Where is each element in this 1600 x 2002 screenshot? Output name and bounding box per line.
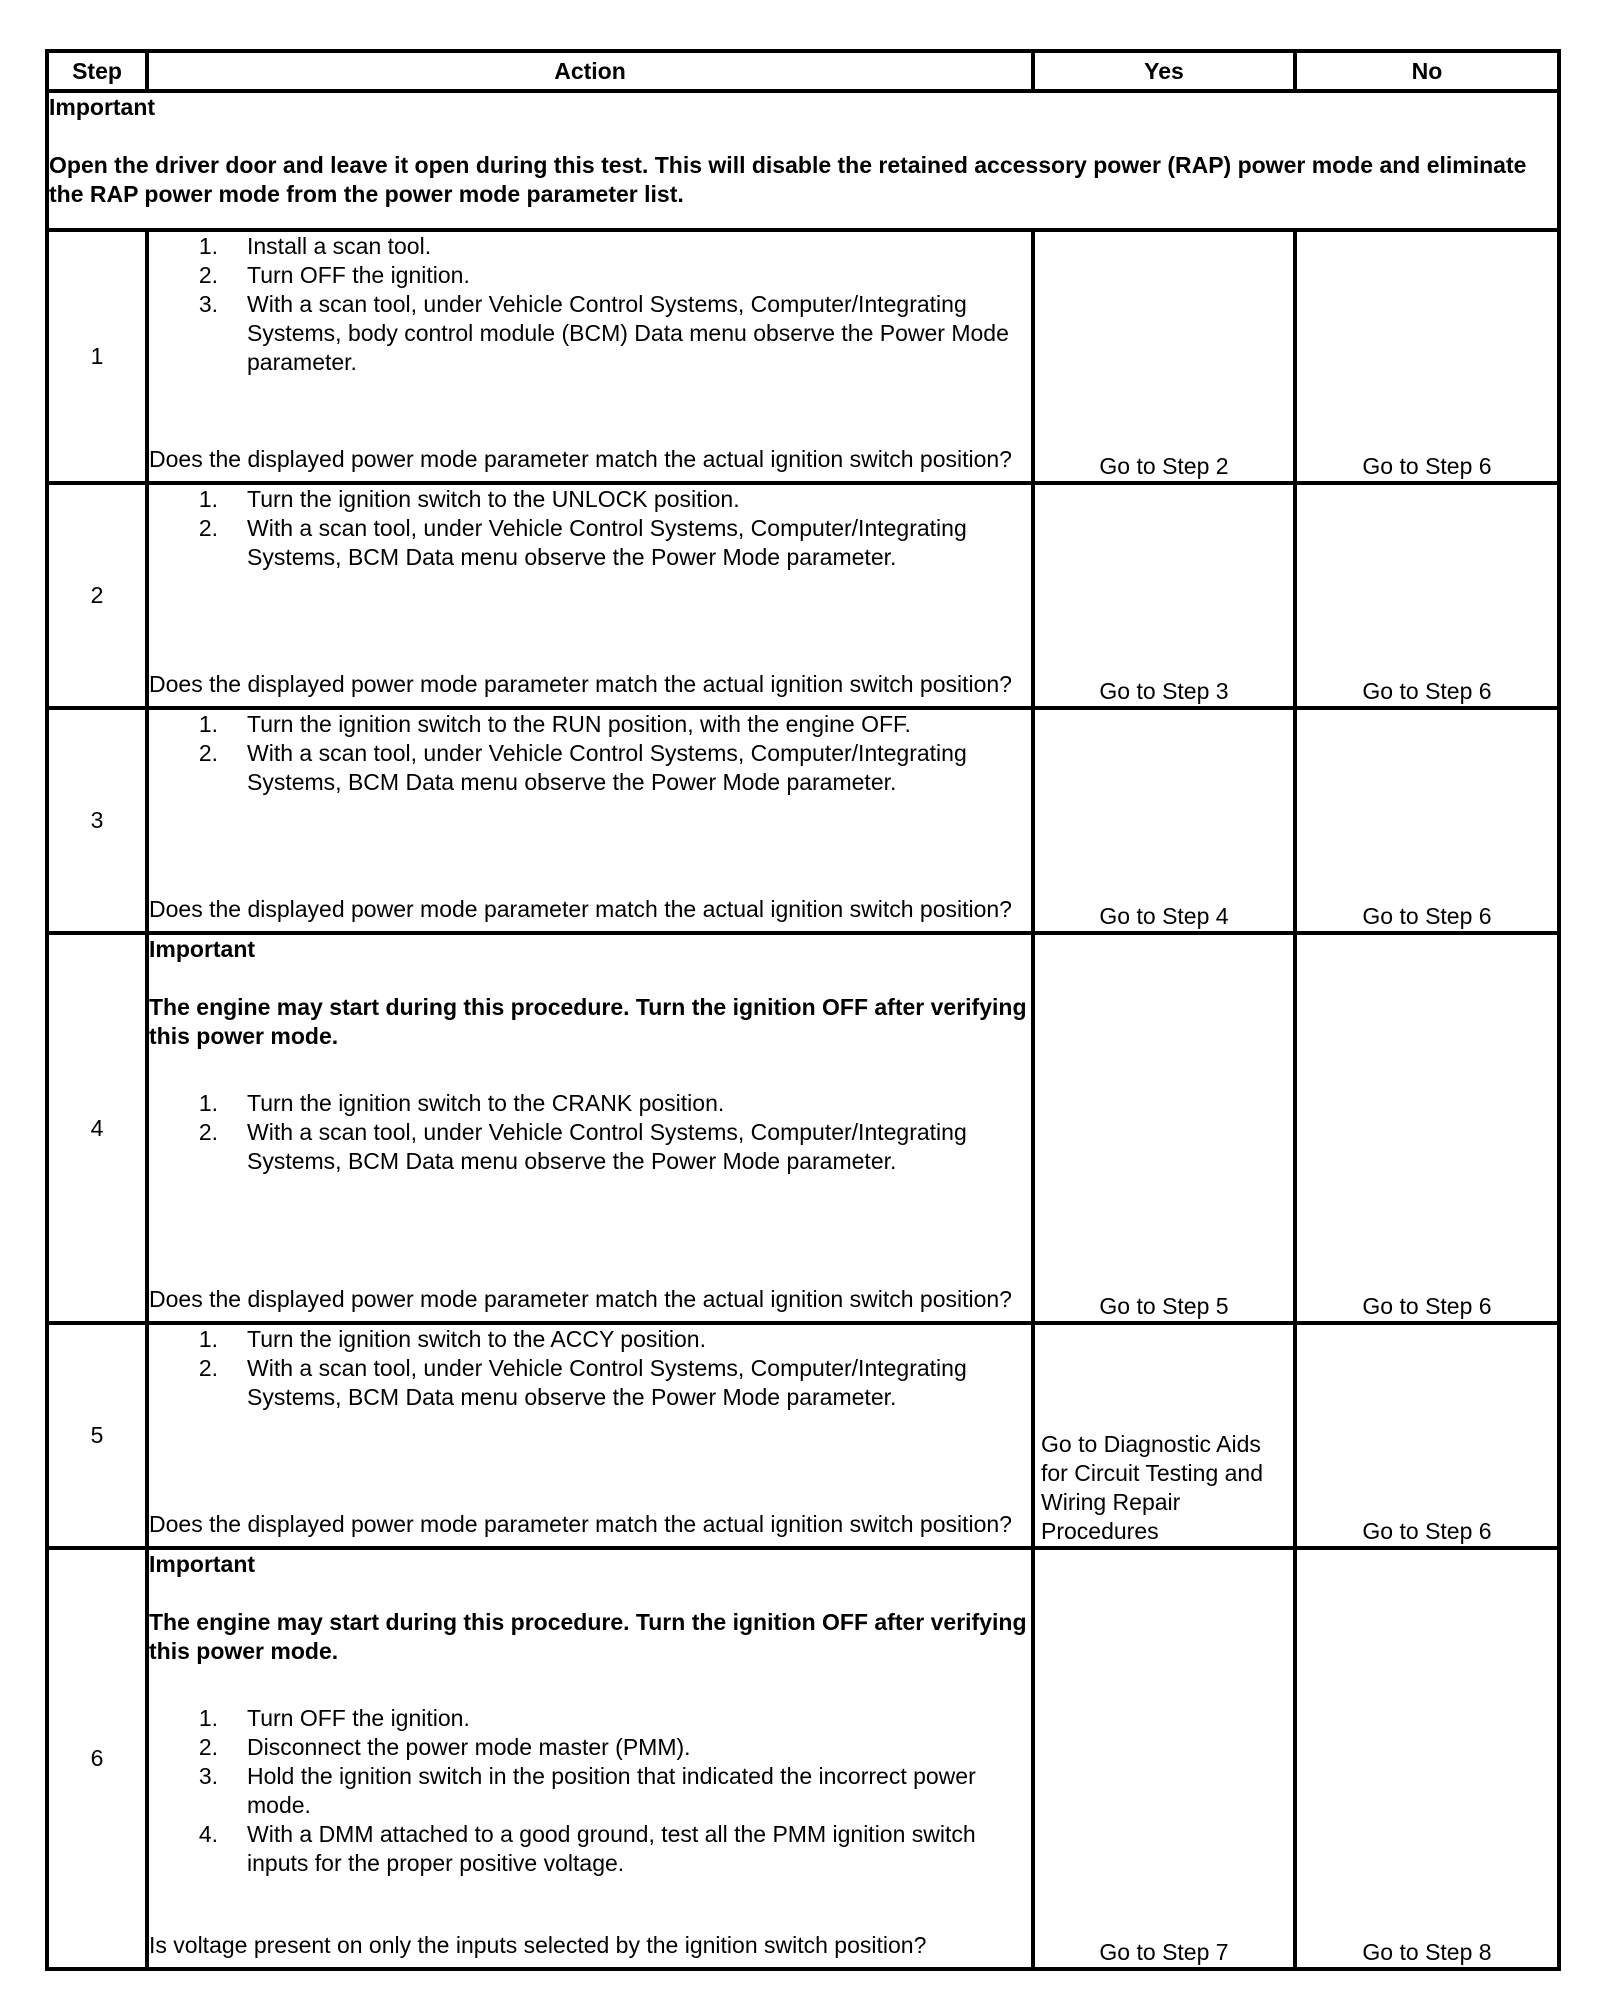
- step-question: Does the displayed power mode parameter match the actual ignition switch position?: [149, 896, 1012, 922]
- list-item-text: Turn the ignition switch to the UNLOCK position.: [247, 486, 740, 512]
- warning-text: The engine may start during this procedure. Turn the ignition OFF after verifying this power mode.: [149, 1609, 1027, 1664]
- list-item-number: 1.: [198, 1326, 218, 1352]
- list-item-number: 3.: [198, 1763, 218, 1789]
- list-item-number: 2.: [198, 1355, 218, 1381]
- diagnostic-table: [45, 49, 1561, 1971]
- intro-note: [47, 91, 1559, 230]
- list-item-text: Turn the ignition switch to the ACCY position.: [247, 1326, 706, 1352]
- action-list: [149, 1325, 1031, 1412]
- list-item: [149, 1704, 1031, 1733]
- yes-result: Go to Step 7: [1033, 1548, 1295, 1969]
- yes-result: Go to Step 4: [1033, 708, 1295, 933]
- warning-text: The engine may start during this procedure. Turn the ignition OFF after verifying this power mode.: [149, 994, 1027, 1049]
- no-result: Go to Step 6: [1295, 230, 1559, 483]
- step-row: [47, 933, 1559, 1323]
- no-result: Go to Step 6: [1295, 483, 1559, 708]
- list-item-text: With a DMM attached to a good ground, test all the PMM ignition switch inputs for the proper positive voltage.: [247, 1821, 976, 1876]
- list-item: [149, 1354, 1031, 1412]
- list-item: [149, 485, 1031, 514]
- list-item-number: 2.: [198, 515, 218, 541]
- step-row: [47, 708, 1559, 933]
- list-item: [149, 1820, 1031, 1878]
- list-item: [149, 710, 1031, 739]
- list-item-text: Turn the ignition switch to the RUN position, with the engine OFF.: [247, 711, 911, 737]
- important-label: Important: [149, 1551, 256, 1577]
- intro-title: Important: [49, 94, 156, 120]
- list-item-text: With a scan tool, under Vehicle Control Systems, Computer/Integrating Systems, body control module (BCM) Data menu observe the Power Mode parameter.: [247, 291, 1009, 375]
- step-action: [147, 708, 1033, 933]
- list-item-number: 1.: [198, 486, 218, 512]
- list-item: [149, 232, 1031, 261]
- step-number: 1: [47, 230, 147, 483]
- no-result: Go to Step 6: [1295, 708, 1559, 933]
- step-number: 6: [47, 1548, 147, 1969]
- list-item-text: Disconnect the power mode master (PMM).: [247, 1734, 691, 1760]
- step-action: [147, 230, 1033, 483]
- list-item-number: 2.: [198, 1119, 218, 1145]
- header-row: [47, 51, 1559, 91]
- list-item-text: Turn the ignition switch to the CRANK position.: [247, 1090, 725, 1116]
- list-item-text: Turn OFF the ignition.: [247, 262, 470, 288]
- list-item-text: Install a scan tool.: [247, 233, 432, 259]
- no-result: Go to Step 8: [1295, 1548, 1559, 1969]
- step-number: 4: [47, 933, 147, 1323]
- list-item: [149, 1089, 1031, 1118]
- list-item: [149, 261, 1031, 290]
- action-list: [149, 1089, 1031, 1176]
- step-row: [47, 1548, 1559, 1969]
- list-item-text: Hold the ignition switch in the position that indicated the incorrect power mode.: [247, 1763, 976, 1818]
- list-item: [149, 1733, 1031, 1762]
- list-item: [149, 739, 1031, 797]
- step-row: [47, 483, 1559, 708]
- intro-text: Open the driver door and leave it open during this test. This will disable the retained accessory power (RAP) power mode and eliminate the RAP power mode from the power mode parameter list.: [49, 152, 1527, 207]
- list-item-number: 1.: [198, 1090, 218, 1116]
- list-item-number: 1.: [198, 711, 218, 737]
- action-list: [149, 1704, 1031, 1878]
- step-action: [147, 933, 1033, 1323]
- step-number: 2: [47, 483, 147, 708]
- list-item: [149, 514, 1031, 572]
- list-item-number: 4.: [198, 1821, 218, 1847]
- header-yes: Yes: [1033, 51, 1295, 91]
- header-action: Action: [147, 51, 1033, 91]
- yes-result: Go to Step 5: [1033, 933, 1295, 1323]
- list-item-text: With a scan tool, under Vehicle Control Systems, Computer/Integrating Systems, BCM Data menu observe the Power Mode parameter.: [247, 740, 967, 795]
- list-item-number: 2.: [198, 740, 218, 766]
- step-action: [147, 483, 1033, 708]
- step-question: Does the displayed power mode parameter match the actual ignition switch position?: [149, 446, 1012, 472]
- action-list: [149, 710, 1031, 797]
- important-label: Important: [149, 936, 256, 962]
- yes-result: Go to Step 3: [1033, 483, 1295, 708]
- step-action: [147, 1548, 1033, 1969]
- list-item-number: 1.: [198, 233, 218, 259]
- list-item-number: 2.: [198, 1734, 218, 1760]
- list-item: [149, 1325, 1031, 1354]
- step-question: Is voltage present on only the inputs selected by the ignition switch position?: [149, 1932, 927, 1958]
- list-item: [149, 1762, 1031, 1820]
- step-row: [47, 1323, 1559, 1548]
- list-item-number: 3.: [198, 291, 218, 317]
- list-item: [149, 1118, 1031, 1176]
- intro-row: [47, 91, 1559, 230]
- list-item-text: Turn OFF the ignition.: [247, 1705, 470, 1731]
- action-list: [149, 232, 1031, 377]
- list-item-text: With a scan tool, under Vehicle Control Systems, Computer/Integrating Systems, BCM Data menu observe the Power Mode parameter.: [247, 1355, 967, 1410]
- header-no: No: [1295, 51, 1559, 91]
- no-result: Go to Step 6: [1295, 1323, 1559, 1548]
- step-action: [147, 1323, 1033, 1548]
- step-number: 3: [47, 708, 147, 933]
- yes-result: Go to Diagnostic Aids for Circuit Testing and Wiring Repair Procedures: [1033, 1323, 1295, 1548]
- list-item: [149, 290, 1031, 377]
- step-question: Does the displayed power mode parameter match the actual ignition switch position?: [149, 1511, 1012, 1537]
- list-item-number: 1.: [198, 1705, 218, 1731]
- list-item-text: With a scan tool, under Vehicle Control Systems, Computer/Integrating Systems, BCM Data menu observe the Power Mode parameter.: [247, 515, 967, 570]
- no-result: Go to Step 6: [1295, 933, 1559, 1323]
- action-list: [149, 485, 1031, 572]
- step-number: 5: [47, 1323, 147, 1548]
- step-question: Does the displayed power mode parameter match the actual ignition switch position?: [149, 1286, 1012, 1312]
- yes-result: Go to Step 2: [1033, 230, 1295, 483]
- step-row: [47, 230, 1559, 483]
- step-question: Does the displayed power mode parameter match the actual ignition switch position?: [149, 671, 1012, 697]
- list-item-number: 2.: [198, 262, 218, 288]
- header-step: Step: [47, 51, 147, 91]
- list-item-text: With a scan tool, under Vehicle Control Systems, Computer/Integrating Systems, BCM Data menu observe the Power Mode parameter.: [247, 1119, 967, 1174]
